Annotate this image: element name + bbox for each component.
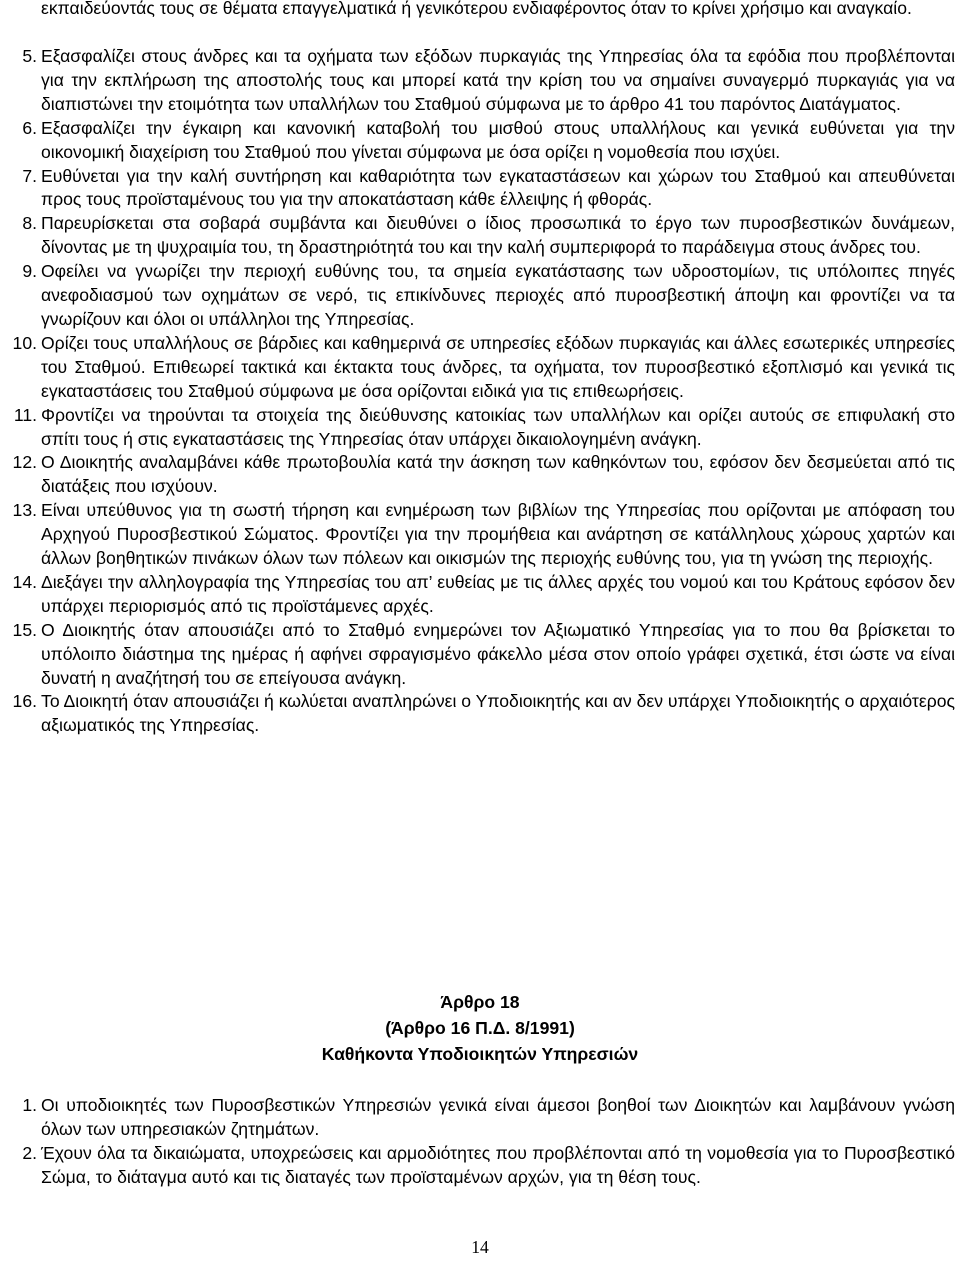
item-number: 2.	[22, 1142, 37, 1163]
intro-paragraph: εκπαιδεύοντάς τους σε θέματα επαγγελματικά ή γενικότερου ενδιαφέροντος όταν το κρίνει χρήσιμο και αναγκαίο.	[41, 0, 912, 18]
item-text: Εξασφαλίζει στους άνδρες και τα οχήματα των εξόδων πυρκαγιάς της Υπηρεσίας όλα τα εφόδια που προβλέπονται για την εκπλήρωση της αποστολής τους και μπορεί κατά την κρίση του να σημαίνει συναγερμό πυρκαγιάς για να διαπιστώνει την ετοιμότητα των υπαλλήλων του Σταθμού σύμφωνα με το άρθρο 41 του παρόντος Διατάγματος.	[41, 46, 955, 114]
item-number: 16.	[12, 691, 37, 712]
item-text: Ορίζει τους υπαλλήλους σε βάρδιες και καθημερινά σε υπηρεσίες εξόδων πυρκαγιάς και άλλες εσωτερικές υπηρεσίες του Σταθμού. Επιθεωρεί τακτικά και έκτακτα τους άνδρες, τα οχήματα, τον πυροσβεστικό εξοπλισμό και γενικά τις εγκαταστάσεις του Σταθμού σύμφωνα με όσα ορίζονται ειδικά για τις επιθεωρήσεις.	[41, 332, 955, 401]
list-item	[0, 212, 955, 260]
duties-list	[0, 45, 955, 738]
article-title: Άρθρο 18	[440, 992, 520, 1012]
item-text: Φροντίζει να τηρούνται τα στοιχεία της διεύθυνσης κατοικίας των υπαλλήλων και ορίζει αυτούς σε επιφυλακή στο σπίτι τους ή στις εγκαταστάσεις της Υπηρεσίας όταν υπάρχει δικαιολογημένη ανάγκη.	[41, 404, 955, 449]
item-number: 8.	[22, 213, 37, 234]
item-number: 11.	[13, 404, 37, 425]
item-text: Το Διοικητή όταν απουσιάζει ή κωλύεται αναπληρώνει ο Υποδιοικητής και αν δεν υπάρχει Υποδιοικητής ο αρχαιότερος αξιωματικός της Υπηρεσίας.	[41, 691, 955, 736]
article-reference: (Άρθρο 16 Π.Δ. 8/1991)	[385, 1018, 575, 1038]
list-item	[0, 451, 955, 499]
item-number: 13.	[12, 500, 37, 521]
item-text: Παρευρίσκεται στα σοβαρά συμβάντα και διευθύνει ο ίδιος προσωπικά το έργο των πυροσβεστικών δυνάμεων, δίνοντας με τη ψυχραιμία του, τη δραστηριότητά του και την καλή συμπεριφορά το παράδειγμα στους άνδρες του.	[41, 213, 955, 258]
item-text: Διεξάγει την αλληλογραφία της Υπηρεσίας του απ’ ευθείας με τις άλλες αρχές του νομού και του Κράτους εφόσον δεν υπάρχει περιορισμός από τις προϊστάμενες αρχές.	[41, 571, 955, 616]
item-text: Έχουν όλα τα δικαιώματα, υποχρεώσεις και αρμοδιότητες που προβλέπονται από τη νομοθεσία για το Πυροσβεστικό Σώμα, το διάταγμα αυτό και τις διαταγές των προϊσταμένων αρχών, για τη θέση τους.	[41, 1142, 955, 1187]
list-item	[0, 165, 955, 213]
item-number: 14.	[12, 571, 37, 592]
item-number: 12.	[12, 452, 37, 473]
page-number: 14	[471, 1237, 489, 1257]
item-text: Ευθύνεται για την καλή συντήρηση και καθαριότητα των εγκαταστάσεων και χώρων του Σταθμού και απευθύνεται προς τους προϊσταμένους του για την αποκατάσταση κάθε έλλειψης ή φθοράς.	[41, 165, 955, 210]
item-text: Οι υποδιοικητές των Πυροσβεστικών Υπηρεσιών γενικά είναι άμεσοι βοηθοί των Διοικητών και λαμβάνουν γνώση όλων των υπηρεσιακών ζητημάτων.	[41, 1095, 955, 1139]
item-number: 5.	[22, 46, 37, 66]
list-item	[0, 117, 955, 165]
item-text: Εξασφαλίζει την έγκαιρη και κανονική καταβολή του μισθού στους υπαλλήλους και γενικά ευθύνεται για την οικονομική διαχείριση του Σταθμού που γίνεται σύμφωνα με όσα ορίζει η νομοθεσία που ισχύει.	[41, 117, 955, 162]
item-number: 9.	[22, 261, 37, 282]
item-number: 7.	[22, 165, 37, 186]
list-item	[0, 571, 955, 619]
item-number: 15.	[12, 619, 37, 640]
list-item	[0, 619, 955, 691]
item-number: 6.	[22, 117, 37, 138]
list-item	[0, 1094, 955, 1142]
list-item	[0, 260, 955, 332]
sub-duties-list	[0, 1094, 955, 1190]
article-heading: Καθήκοντα Υποδιοικητών Υπηρεσιών	[321, 1044, 639, 1064]
list-item	[0, 332, 955, 404]
list-item	[0, 690, 955, 738]
article-header	[0, 989, 960, 1067]
item-text: Ο Διοικητής αναλαμβάνει κάθε πρωτοβουλία κατά την άσκηση των καθηκόντων του, εφόσον δεν δεσμεύεται από τις διατάξεις που ισχύουν.	[41, 452, 955, 497]
item-number: 10.	[12, 332, 37, 353]
list-item	[0, 1142, 955, 1190]
item-number: 1.	[22, 1095, 37, 1115]
item-text: Ο Διοικητής όταν απουσιάζει από το Σταθμό ενημερώνει τον Αξιωματικό Υπηρεσίας για το που θα βρίσκεται το υπόλοιπο διάστημα της ημέρας ή αφήνει σφραγισμένο φάκελλο μέσα στον οποίο γράφει σχετικά, έτσι ώστε να είναι δυνατή η αναζήτησή του σε επείγουσα ανάγκη.	[41, 619, 955, 688]
item-text: Είναι υπεύθυνος για τη σωστή τήρηση και ενημέρωση των βιβλίων της Υπηρεσίας που ορίζονται με απόφαση του Αρχηγού Πυροσβεστικού Σώματος. Φροντίζει για την προμήθεια και ανάρτηση σε κατάλληλους χώρους χαρτών και άλλων βοηθητικών πινάκων όλων των πόλεων και οικισμών της περιοχής ευθύνης του, για τη γνώση της περιοχής.	[41, 500, 955, 569]
list-item	[0, 499, 955, 571]
item-text: Οφείλει να γνωρίζει την περιοχή ευθύνης του, τα σημεία εγκατάστασης των υδροστομίων, τις υπόλοιπες πηγές ανεφοδιασμού των οχημάτων σε νερό, τις επικίνδυνες περιοχές από πυροσβεστική άποψη και φροντίζει να τα γνωρίζουν και όλοι οι υπάλληλοι της Υπηρεσίας.	[41, 261, 955, 329]
list-item	[0, 404, 955, 452]
list-item	[0, 45, 955, 117]
